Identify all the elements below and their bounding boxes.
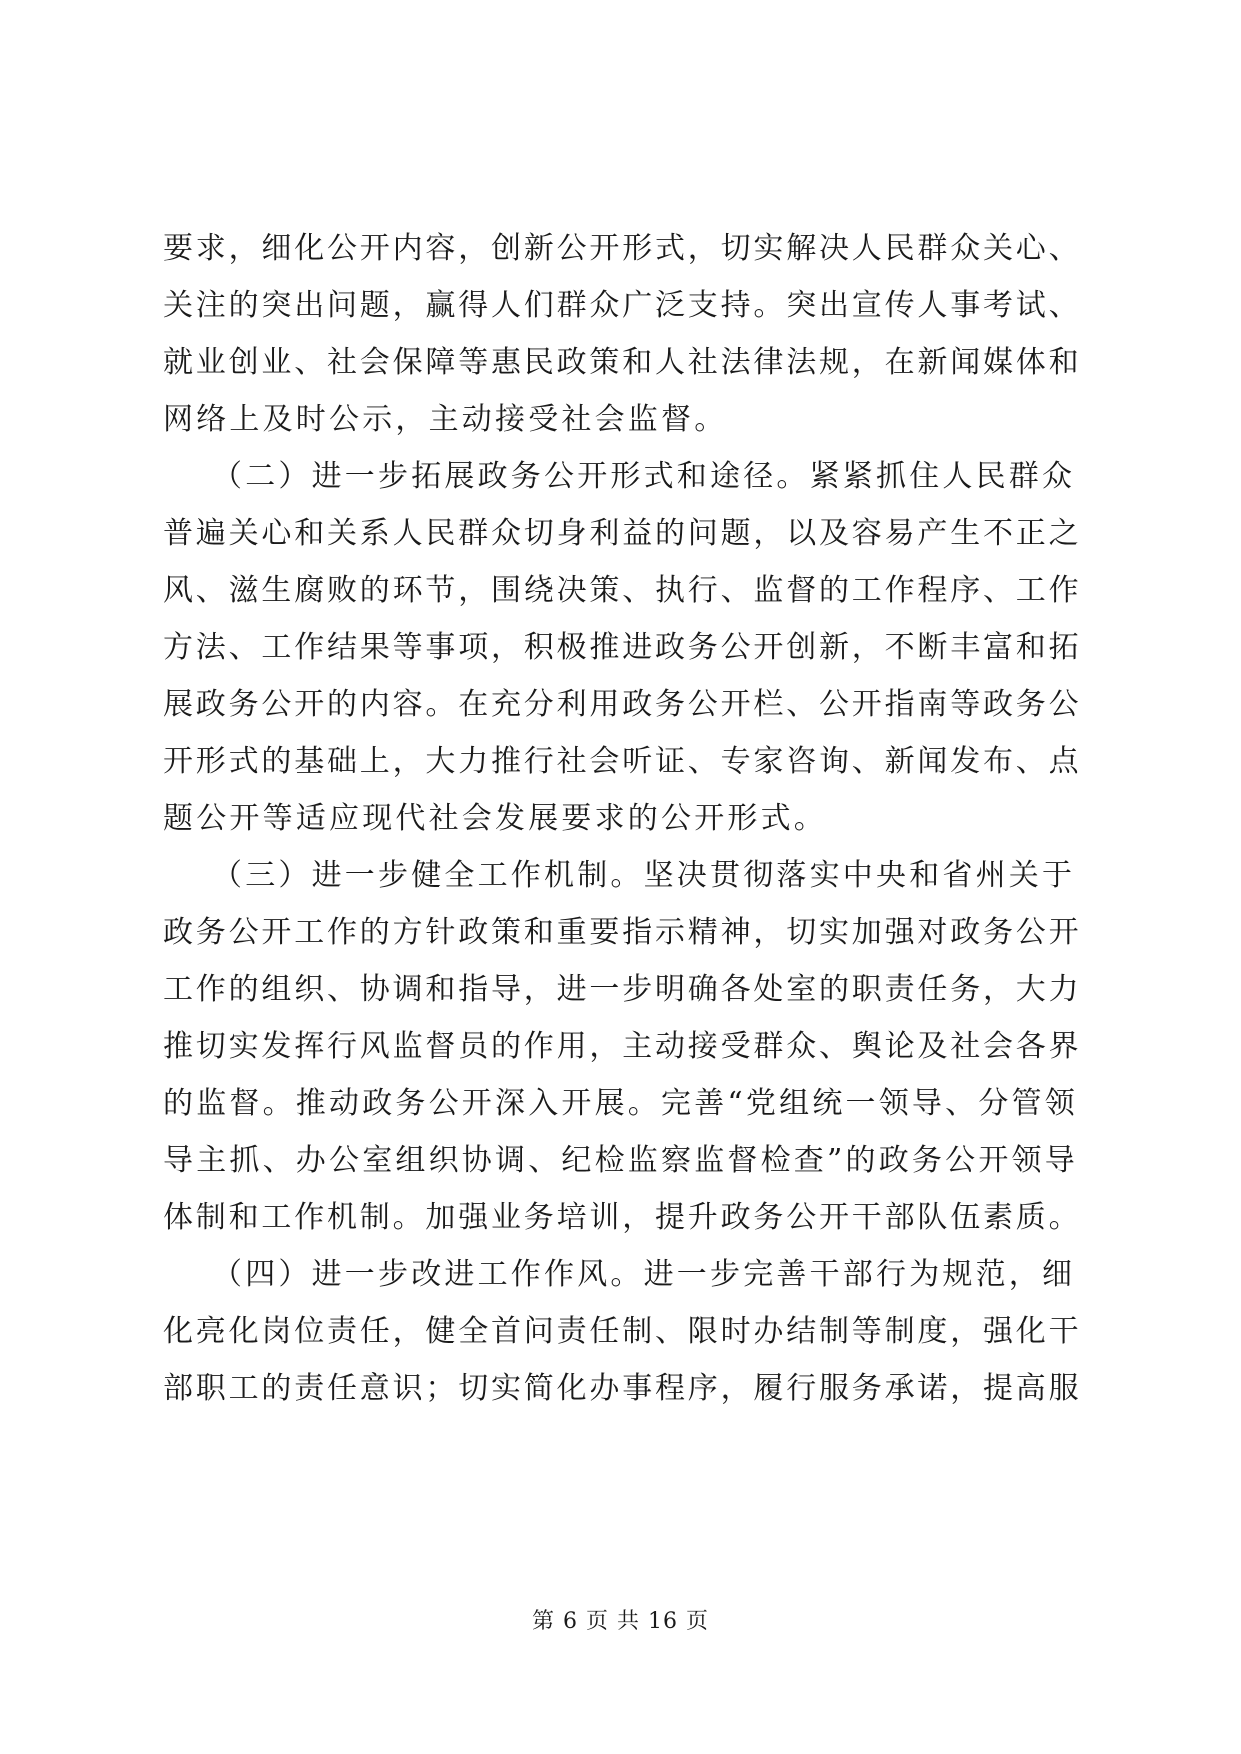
text-line: 题公开等适应现代社会发展要求的公开形式。 — [163, 801, 827, 836]
text-line: 风、滋生腐败的环节，围绕决策、执行、监督的工作程序、工作 — [163, 573, 1082, 608]
text-line: 关注的突出问题，赢得人们群众广泛支持。突出宣传人事考试、 — [163, 288, 1082, 323]
text-line: 化亮化岗位责任，健全首问责任制、限时办结制等制度，强化干 — [163, 1314, 1082, 1349]
text-line: 要求，细化公开内容，创新公开形式，切实解决人民群众关心、 — [163, 231, 1082, 266]
text-line: 展政务公开的内容。在充分利用政务公开栏、公开指南等政务公 — [163, 687, 1082, 722]
paragraph-heading-line: （三）进一步健全工作机制。坚决贯彻落实中央和省州关于 — [212, 858, 1076, 893]
text-line: 导主抓、办公室组织协调、纪检监察监督检查”的政务公开领导 — [163, 1143, 1078, 1178]
text-line: 就业创业、社会保障等惠民政策和人社法律法规，在新闻媒体和 — [163, 345, 1082, 380]
text-line: 体制和工作机制。加强业务培训，提升政务公开干部队伍素质。 — [163, 1200, 1082, 1235]
text-line: 方法、工作结果等事项，积极推进政务公开创新，不断丰富和拓 — [163, 630, 1082, 665]
page-number-footer: 第 6 页 共 16 页 — [532, 1609, 709, 1634]
paragraph-heading-line: （四）进一步改进工作作风。进一步完善干部行为规范，细 — [212, 1257, 1076, 1292]
text-line: 工作的组织、协调和指导，进一步明确各处室的职责任务，大力 — [163, 972, 1082, 1007]
text-line: 的监督。推动政务公开深入开展。完善“党组统一领导、分管领 — [163, 1086, 1078, 1121]
text-line: 推切实发挥行风监督员的作用，主动接受群众、舆论及社会各界 — [163, 1029, 1082, 1064]
text-line: 开形式的基础上，大力推行社会听证、专家咨询、新闻发布、点 — [163, 744, 1082, 779]
text-line: 普遍关心和关系人民群众切身利益的问题，以及容易产生不正之 — [163, 516, 1082, 551]
text-line: 网络上及时公示，主动接受社会监督。 — [163, 402, 728, 437]
text-line: 政务公开工作的方针政策和重要指示精神，切实加强对政务公开 — [163, 915, 1082, 950]
paragraph-heading-line: （二）进一步拓展政务公开形式和途径。紧紧抓住人民群众 — [212, 459, 1076, 494]
text-line: 部职工的责任意识；切实简化办事程序，履行服务承诺，提高服 — [163, 1371, 1082, 1406]
